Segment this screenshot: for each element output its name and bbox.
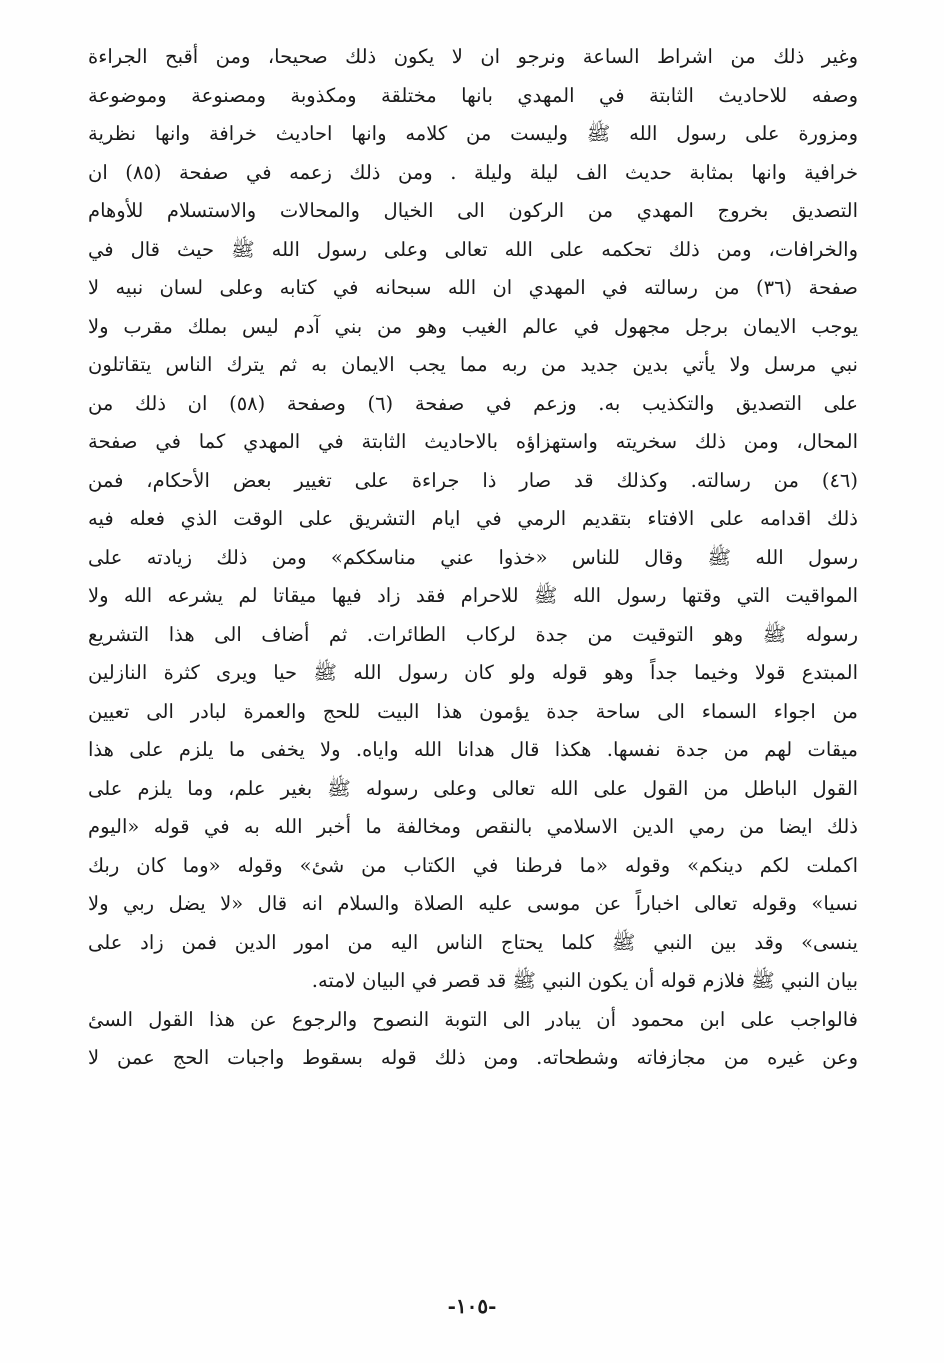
text-line: ميقات لهم من جدة نفسها. هكذا قال هدانا الله واياه. ولا يخفى ما يلزم على هذا xyxy=(88,738,858,761)
text-line: من اجواء السماء الى ساحة جدة يؤمون هذا البيت للحج والعمرة لبادر الى تعيين xyxy=(88,699,858,723)
text-line: المبتدع قولا وخيما جداً وهو قوله ولو كان رسول الله ﷺ حيا ويرى كثرة النازلين xyxy=(88,661,858,684)
body-text xyxy=(88,38,858,1078)
text-line: (٤٦) من رسالته. وكذلك قد صار ذا جراءة على تغيير بعض الأحكام، فمن xyxy=(88,468,858,492)
text-line: رسول الله ﷺ وقال للناس «خذوا عني مناسككم» ومن ذلك زيادته على xyxy=(88,545,858,569)
text-line: اكملت لكم دينكم» وقوله «ما فرطنا في الكتاب من شئ» وقوله «وما كان ربك xyxy=(88,853,858,877)
text-line: وعن غيره من مجازفاته وشطحاته. ومن ذلك قوله بسقوط واجبات الحج عمن لا xyxy=(88,1046,858,1069)
text-line: المحال، ومن ذلك سخريته واستهزاؤه بالاحاديث الثابتة في المهدي كما في صفحة xyxy=(88,430,858,453)
text-line: ذلك اقدامه على الافتاء بتقديم الرمي في ايام التشريق على الوقت الذي فعله فيه xyxy=(88,507,858,530)
text-line: على التصديق والتكذيب به. وزعم في صفحة (٦) وصفحة (٥٨) ان ذلك من xyxy=(88,391,858,415)
text-line: نسيا» وقوله تعالى اخباراً عن موسى عليه الصلاة والسلام انه قال «لا يضل ربي ولا xyxy=(88,892,858,915)
page-number: -١٠٥- xyxy=(447,1294,497,1318)
text-line: التصديق بخروج المهدي من الركون الى الخيال والمحالات والاستسلام للأوهام xyxy=(88,199,858,222)
text-line: ذلك ايضا من رمي الدين الاسلامي بالنقص ومخالفة ما أخبر الله به في قوله «اليوم xyxy=(88,815,858,838)
text-line: نبي مرسل ولا يأتي بدين جديد من ربه مما يجب الايمان به ثم يترك الناس يتقاتلون xyxy=(88,353,858,376)
text-line: وغير ذلك من اشراط الساعة ونرجو ان لا يكون ذلك صحيحا، ومن أقبح الجراءة xyxy=(88,45,858,68)
text-line: صفحة (٣٦) من رسالته في المهدي ان الله سبحانه في كتابه وعلى لسان نبيه لا xyxy=(88,276,858,299)
text-line: رسوله ﷺ وهو التوقيت من جدة لركاب الطائرات. ثم أضاف الى هذا التشريع xyxy=(88,622,858,646)
text-line: بيان النبي ﷺ فلازم قوله أن يكون النبي ﷺ قد قصر في البيان لامته. xyxy=(311,969,858,992)
text-line: ينسى» وقد بين النبي ﷺ كلما يحتاج الناس اليه من امور الدين فمن زاد على xyxy=(88,930,858,954)
text-line: خرافية وانها بمثابة حديث الف ليلة وليلة . ومن ذلك زعمه في صفحة (٨٥) ان xyxy=(88,160,858,184)
text-line: وصفه للاحاديث الثابتة في المهدي بانها مختلقة ومكذوبة ومصنوعة وموضوعة xyxy=(88,83,858,107)
text-line: ومزورة على رسول الله ﷺ وليست من كلامه وانها احاديث خرافة وانها نظرية xyxy=(88,122,858,145)
text-line: والخرافات، ومن ذلك تحكمه على الله تعالى وعلى رسول الله ﷺ حيث قال في xyxy=(88,237,858,261)
text-line: القول الباطل من القول على الله تعالى وعلى رسوله ﷺ بغير علم، وما يلزم على xyxy=(88,776,858,800)
text-line: المواقيت التي وقتها رسول الله ﷺ للاحرام فقد زاد فيها ميقاتا لم يشرعه الله ولا xyxy=(88,584,858,607)
text-line: يوجب الايمان برجل مجهول في عالم الغيب وهو من بني آدم ليس بملك مقرب ولا xyxy=(88,314,858,338)
text-line: فالواجب على ابن محمود أن يبادر الى التوبة النصوح والرجوع عن هذا القول السئ xyxy=(88,1007,858,1031)
